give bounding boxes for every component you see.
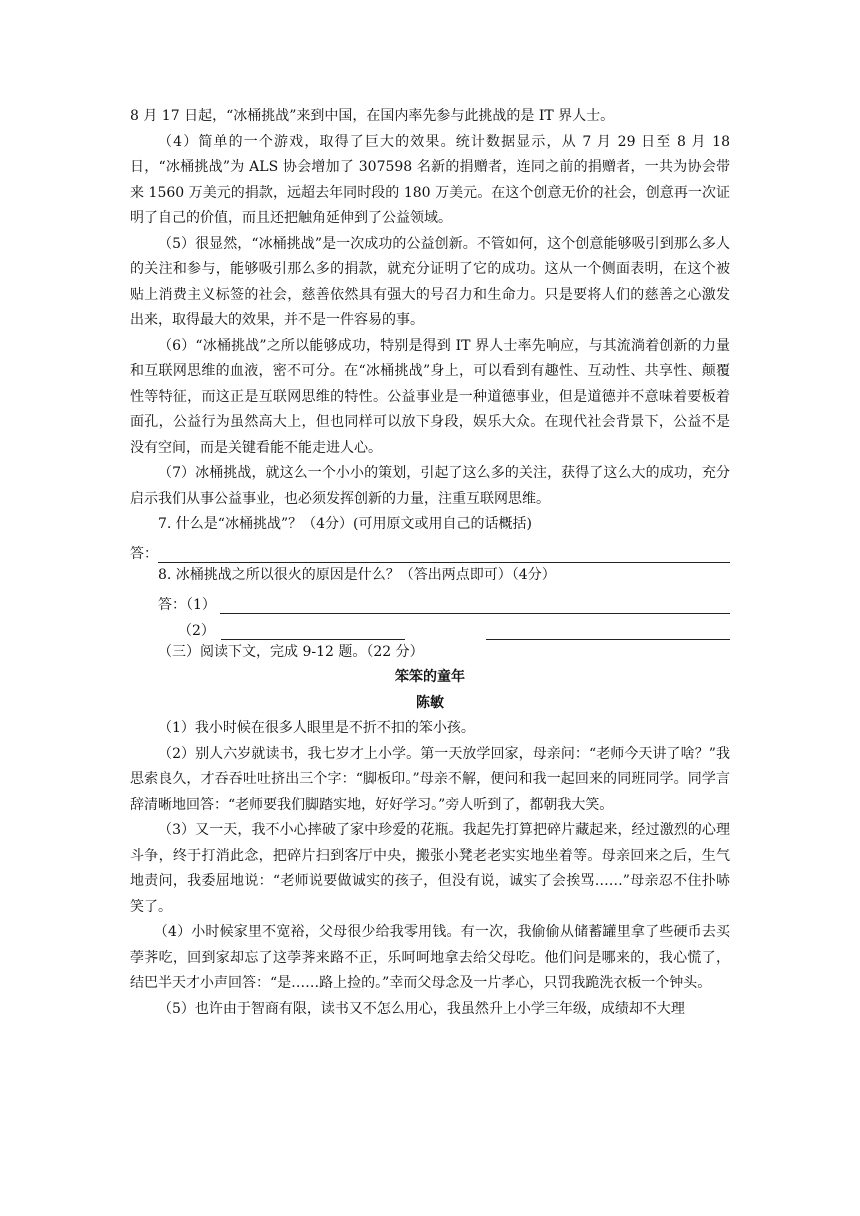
- paragraph-0: 8 月 17 日起，“冰桶挑战”来到中国，在国内率先参与此挑战的是 IT 界人士。: [130, 108, 615, 124]
- paragraph-7: （7）冰桶挑战，就这么一个小小的策划，引起了这么多的关注，获得了这么大的成功，充分启示我们从事公益事业，也必须发挥创新的力量，注重互联网思维。: [130, 465, 730, 507]
- story-paragraph-3: （3）又一天，我不小心摔破了家中珍爱的花瓶。我起先打算把碎片藏起来，经过激烈的心理斗争，终于打消此念，把碎片扫到客厅中央，搬张小凳老老实实地坐着等。母亲回来之后，生气地责问，我委屈地说：“老师说要做诚实的孩子，但没有说，诚实了会挨骂……”母亲忍不住扑哧笑了。: [130, 822, 730, 915]
- section-3-heading: （三）阅读下文，完成 9-12 题。（22 分）: [158, 643, 424, 660]
- question-7-answer-line[interactable]: [158, 544, 730, 563]
- question-8-answer-line-2b[interactable]: [486, 621, 730, 640]
- story-paragraph-2: （2）别人六岁就读书，我七岁才上小学。第一天放学回家，母亲问：“老师今天讲了啥？”我思索良久，才吞吞吐吐挤出三个字：“脚板印。”母亲不解，便问和我一起回来的同班同学。同学言辞清晰地回答：“老师要我们脚踏实地，好好学习。”旁人听到了，都朝我大笑。: [130, 745, 730, 813]
- paragraph-6: （6）“冰桶挑战”之所以能够成功，特别是得到 IT 界人士率先响应，与其流淌着创新的力量和互联网思维的血液，密不可分。在“冰桶挑战”身上，可以看到有趣性、互动性、共享性、颠覆性等特征，而这正是互联网思维的特性。公益事业是一种道德事业，但是道德并不意味着要板着面孔，公益行为虽然高大上，但也同样可以放下身段，娱乐大众。在现代社会背景下，公益不是没有空间，而是关键看能不能走进人心。: [130, 337, 730, 456]
- question-8-answer-row-2: [130, 614, 730, 640]
- question-8-answer-label-2: （2）: [178, 622, 215, 639]
- story-paragraph-1: （1）我小时候在很多人眼里是不折不扣的笨小孩。: [158, 720, 475, 736]
- question-7: 7. 什么是“冰桶挑战”？（4分）(可用原文或用自己的话概括): [158, 516, 532, 532]
- paragraph-4: （4）简单的一个游戏，取得了巨大的效果。统计数据显示，从 7 月 29 日至 8 月 18 日，“冰桶挑战”为 ALS 协会增加了 307598 名新的捐赠者，连同之前的捐赠者，一共为协会带来 1560 万美元的捐款，远超去年同时段的 180 万美元。在这个创意无价的社会，创意再一次证明了自己的价值，而且还把触角延伸到了公益领域。: [130, 133, 730, 226]
- question-7-answer-label: 答：: [130, 546, 158, 562]
- question-8-answer-label-1: 答：（1）: [158, 597, 216, 613]
- question-8-answer-row-1: [130, 589, 730, 615]
- story-author: 陈敏: [416, 694, 444, 711]
- story-title: 笨笨的童年: [395, 669, 465, 685]
- story-paragraph-4: （4）小时候家里不宽裕，父母很少给我零用钱。有一次，我偷偷从储蓄罐里拿了些硬币去买荸荠吃，回到家却忘了这荸荠来路不正，乐呵呵地拿去给父母吃。他们问是哪来的，我心慌了，结巴半天才小声回答：“是……路上捡的。”幸而父母念及一片孝心，只罚我跪洗衣板一个钟头。: [130, 924, 730, 991]
- story-paragraph-5: （5）也许由于智商有限，读书又不怎么用心，我虽然升上小学三年级，成绩却不大理: [158, 1000, 685, 1017]
- paragraph-5: （5）很显然，“冰桶挑战”是一次成功的公益创新。不管如何，这个创意能够吸引到那么多人的关注和参与，能够吸引那么多的捐款，就充分证明了它的成功。这从一个侧面表明，在这个被贴上消费主义标签的社会，慈善依然具有强大的号召力和生命力。只是要将人们的慈善之心激发出来，取得最大的效果，并不是一件容易的事。: [130, 235, 730, 328]
- question-8-answer-line-1[interactable]: [220, 595, 730, 614]
- question-8-answer-line-2a[interactable]: [221, 621, 405, 640]
- question-8: 8. 冰桶挑战之所以很火的原因是什么？（答出两点即可）（4分）: [158, 567, 556, 583]
- question-7-answer-row: [130, 538, 730, 564]
- document-content: [130, 104, 730, 1022]
